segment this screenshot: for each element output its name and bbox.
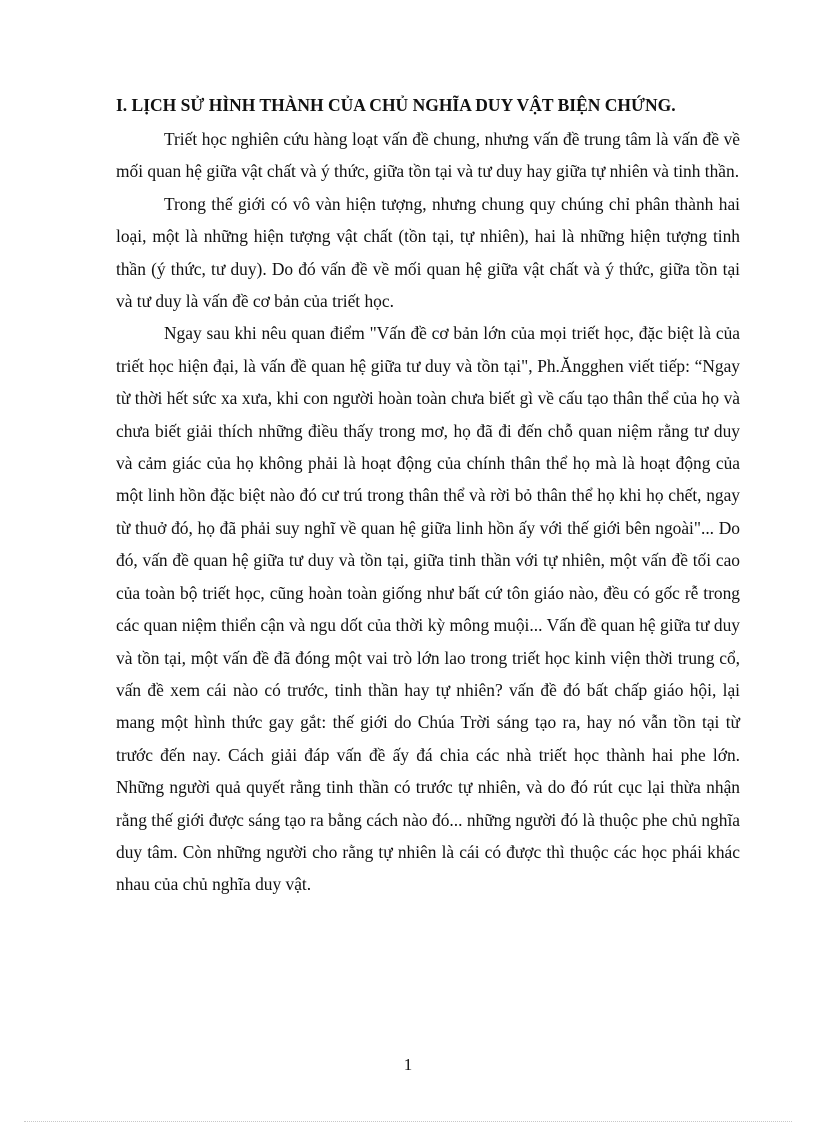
page-bottom-divider [24,1121,792,1122]
page-number: 1 [403,1055,413,1074]
paragraph-3: Ngay sau khi nêu quan điểm "Vấn đề cơ bản lớn của mọi triết học, đặc biệt là của triết học hiện đại, là vấn đề quan hệ giữa tư duy và tồn tại", Ph.Ăngghen viết tiếp: “Ngay từ thời hết sức xa xưa, khi con người hoàn toàn chưa biết gì về cấu tạo thân thể của họ và chưa biết giải thích những điều thấy trong mơ, họ đã đi đến chỗ quan niệm rằng tư duy và cảm giác của họ không phải là hoạt động của chính thân thể họ mà là hoạt động của một linh hồn đặc biệt nào đó cư trú trong thân thể và rời bỏ thân thể họ khi họ chết, ngay từ thuở đó, họ đã phải suy nghĩ về quan hệ giữa linh hồn ấy với thế giới bên ngoài"... Do đó, vấn đề quan hệ giữa tư duy và tồn tại, giữa tinh thần với tự nhiên, một vấn đề tối cao của toàn bộ triết học, cũng hoàn toàn giống như bất cứ tôn giáo nào, đều có gốc rễ trong các quan niệm thiển cận và ngu dốt của thời kỳ mông muội... Vấn đề quan hệ giữa tư duy và tồn tại, một vấn đề đã đóng một vai trò lớn lao trong triết học kinh viện thời trung cổ, vấn đề xem cái nào có trước, tinh thần hay tự nhiên? vấn đề đó bất chấp giáo hội, lại mang một hình thức gay gắt: thế giới do Chúa Trời sáng tạo ra, hay nó vẫn tồn tại từ trước đến nay. Cách giải đáp vấn đề ấy đá chia các nhà triết học thành hai phe lớn. Những người quả quyết rằng tinh thần có trước tự nhiên, và do đó rút cục lại thừa nhận rằng thế giới được sáng tạo ra bằng cách nào đó... những người đó là thuộc phe chủ nghĩa duy tâm. Còn những người cho rằng tự nhiên là cái có được thì thuộc các học phái khác nhau của chủ nghĩa duy vật. [116,323,740,895]
paragraph-2: Trong thế giới có vô vàn hiện tượng, nhưng chung quy chúng chỉ phân thành hai loại, một là những hiện tượng vật chất (tồn tại, tự nhiên), hai là những hiện tượng tinh thần (ý thức, tư duy). Do đó vấn đề về mối quan hệ giữa vật chất và ý thức, giữa tồn tại và tư duy là vấn đề cơ bản của triết học. [116,193,740,312]
body-text [116,123,740,901]
paragraph-1: Triết học nghiên cứu hàng loạt vấn đề chung, nhưng vấn đề trung tâm là vấn đề về mối quan hệ giữa vật chất và ý thức, giữa tồn tại và tư duy hay giữa tự nhiên và tinh thần. [116,129,740,182]
section-heading: I. LỊCH SỬ HÌNH THÀNH CỦA CHỦ NGHĨA DUY VẬT BIỆN CHỨNG. [116,95,676,115]
